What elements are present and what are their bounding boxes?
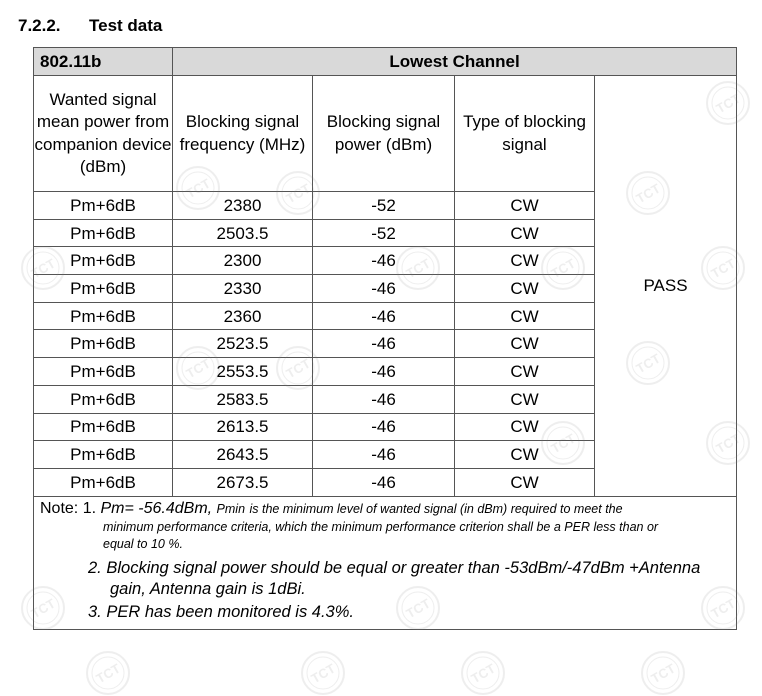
- type-cell: CW: [455, 192, 595, 220]
- frequency-cell: 2523.5: [173, 330, 313, 358]
- section-heading: [18, 16, 162, 36]
- power-cell: -46: [313, 441, 455, 469]
- wanted-power-cell: Pm+6dB: [34, 302, 173, 330]
- watermark-seal: [625, 170, 671, 216]
- svg-text:TCT: TCT: [713, 430, 743, 457]
- type-cell: CW: [455, 330, 595, 358]
- power-cell: -46: [313, 413, 455, 441]
- watermark-seal: [20, 245, 66, 291]
- watermark-seal: [460, 650, 506, 696]
- wanted-power-cell: Pm+6dB: [34, 468, 173, 496]
- note-2: 2. Blocking signal power should be equal or greater than -53dBm/-47dBm +Antenna gain, Antenna gain is 1dBi.: [88, 558, 701, 598]
- svg-text:TCT: TCT: [548, 430, 578, 457]
- power-cell: -46: [313, 385, 455, 413]
- frequency-cell: 2583.5: [173, 385, 313, 413]
- watermark-seal: [705, 420, 751, 466]
- svg-text:TCT: TCT: [648, 660, 678, 687]
- power-cell: -52: [313, 192, 455, 220]
- frequency-cell: 2643.5: [173, 441, 313, 469]
- notes-cell: [34, 496, 737, 629]
- frequency-cell: 2380: [173, 192, 313, 220]
- type-cell: CW: [455, 468, 595, 496]
- svg-text:TCT: TCT: [183, 355, 213, 382]
- svg-text:TCT: TCT: [708, 255, 738, 282]
- watermark-seal: [395, 585, 441, 631]
- power-cell: -46: [313, 275, 455, 303]
- power-cell: -46: [313, 468, 455, 496]
- svg-text:TCT: TCT: [28, 595, 58, 622]
- svg-text:TCT: TCT: [93, 660, 123, 687]
- svg-text:TCT: TCT: [633, 180, 663, 207]
- watermark-seal: [85, 650, 131, 696]
- watermark-seal: [700, 245, 746, 291]
- frequency-cell: 2360: [173, 302, 313, 330]
- svg-text:TCT: TCT: [633, 350, 663, 377]
- power-cell: -46: [313, 330, 455, 358]
- svg-text:TCT: TCT: [183, 175, 213, 202]
- wanted-power-cell: Pm+6dB: [34, 413, 173, 441]
- type-cell: CW: [455, 302, 595, 330]
- table-title-row: [34, 48, 737, 76]
- power-cell: -46: [313, 247, 455, 275]
- watermark-seal: [275, 345, 321, 391]
- notes-row: [34, 496, 737, 629]
- header-blocking-power: Blocking signal power (dBm): [313, 76, 455, 192]
- svg-text:TCT: TCT: [308, 660, 338, 687]
- wanted-power-cell: Pm+6dB: [34, 247, 173, 275]
- watermark-seal: [20, 585, 66, 631]
- note-1-line-1: is the minimum level of wanted signal (in dBm) required to meet the: [249, 501, 623, 516]
- note-pm-value: Pm= -56.4dBm,: [100, 499, 213, 517]
- wanted-power-cell: Pm+6dB: [34, 385, 173, 413]
- section-number: 7.2.2.: [18, 16, 61, 35]
- type-cell: CW: [455, 219, 595, 247]
- frequency-cell: 2503.5: [173, 219, 313, 247]
- note-pmin: Pmin: [216, 501, 246, 516]
- svg-text:TCT: TCT: [713, 90, 743, 117]
- watermark-seal: [275, 170, 321, 216]
- frequency-cell: 2300: [173, 247, 313, 275]
- wanted-power-cell: Pm+6dB: [34, 219, 173, 247]
- section-title: Test data: [89, 16, 163, 35]
- svg-text:TCT: TCT: [28, 255, 58, 282]
- svg-text:TCT: TCT: [708, 595, 738, 622]
- note-3: 3. PER has been monitored is 4.3%.: [88, 602, 354, 621]
- channel-label: Lowest Channel: [173, 48, 737, 76]
- type-cell: CW: [455, 275, 595, 303]
- power-cell: -46: [313, 358, 455, 386]
- header-blocking-type: Type of blocking signal: [455, 76, 595, 192]
- watermark-seal: [540, 420, 586, 466]
- svg-text:TCT: TCT: [403, 595, 433, 622]
- watermark-seal: [705, 80, 751, 126]
- svg-text:TCT: TCT: [403, 255, 433, 282]
- svg-text:TCT: TCT: [283, 355, 313, 382]
- watermark-seal: [300, 650, 346, 696]
- note-label: Note: 1.: [40, 499, 97, 517]
- blocking-test-table: [33, 47, 737, 630]
- type-cell: CW: [455, 413, 595, 441]
- standard-label: 802.11b: [34, 48, 173, 76]
- note-1-line-3: equal to 10 %.: [103, 536, 183, 551]
- wanted-power-cell: Pm+6dB: [34, 192, 173, 220]
- power-cell: -52: [313, 219, 455, 247]
- svg-text:TCT: TCT: [548, 255, 578, 282]
- wanted-power-cell: Pm+6dB: [34, 330, 173, 358]
- type-cell: CW: [455, 358, 595, 386]
- header-wanted-power: Wanted signal mean power from companion device (dBm): [34, 76, 173, 192]
- watermark-seal: [700, 585, 746, 631]
- header-blocking-frequency: Blocking signal frequency (MHz): [173, 76, 313, 192]
- type-cell: CW: [455, 385, 595, 413]
- note-1-line-2: minimum performance criteria, which the minimum performance criterion shall be a PER less than or: [103, 519, 659, 534]
- watermark-seal: [175, 165, 221, 211]
- watermark-seal: [625, 340, 671, 386]
- wanted-power-cell: Pm+6dB: [34, 275, 173, 303]
- watermark-seal: [395, 245, 441, 291]
- watermark-seal: [175, 345, 221, 391]
- watermark-seal: [540, 245, 586, 291]
- type-cell: CW: [455, 247, 595, 275]
- watermark-seal: [640, 650, 686, 696]
- svg-text:TCT: TCT: [468, 660, 498, 687]
- result-cell: PASS: [595, 76, 737, 497]
- frequency-cell: 2330: [173, 275, 313, 303]
- power-cell: -46: [313, 302, 455, 330]
- frequency-cell: 2613.5: [173, 413, 313, 441]
- type-cell: CW: [455, 441, 595, 469]
- frequency-cell: 2553.5: [173, 358, 313, 386]
- wanted-power-cell: Pm+6dB: [34, 441, 173, 469]
- wanted-power-cell: Pm+6dB: [34, 358, 173, 386]
- frequency-cell: 2673.5: [173, 468, 313, 496]
- svg-text:TCT: TCT: [283, 180, 313, 207]
